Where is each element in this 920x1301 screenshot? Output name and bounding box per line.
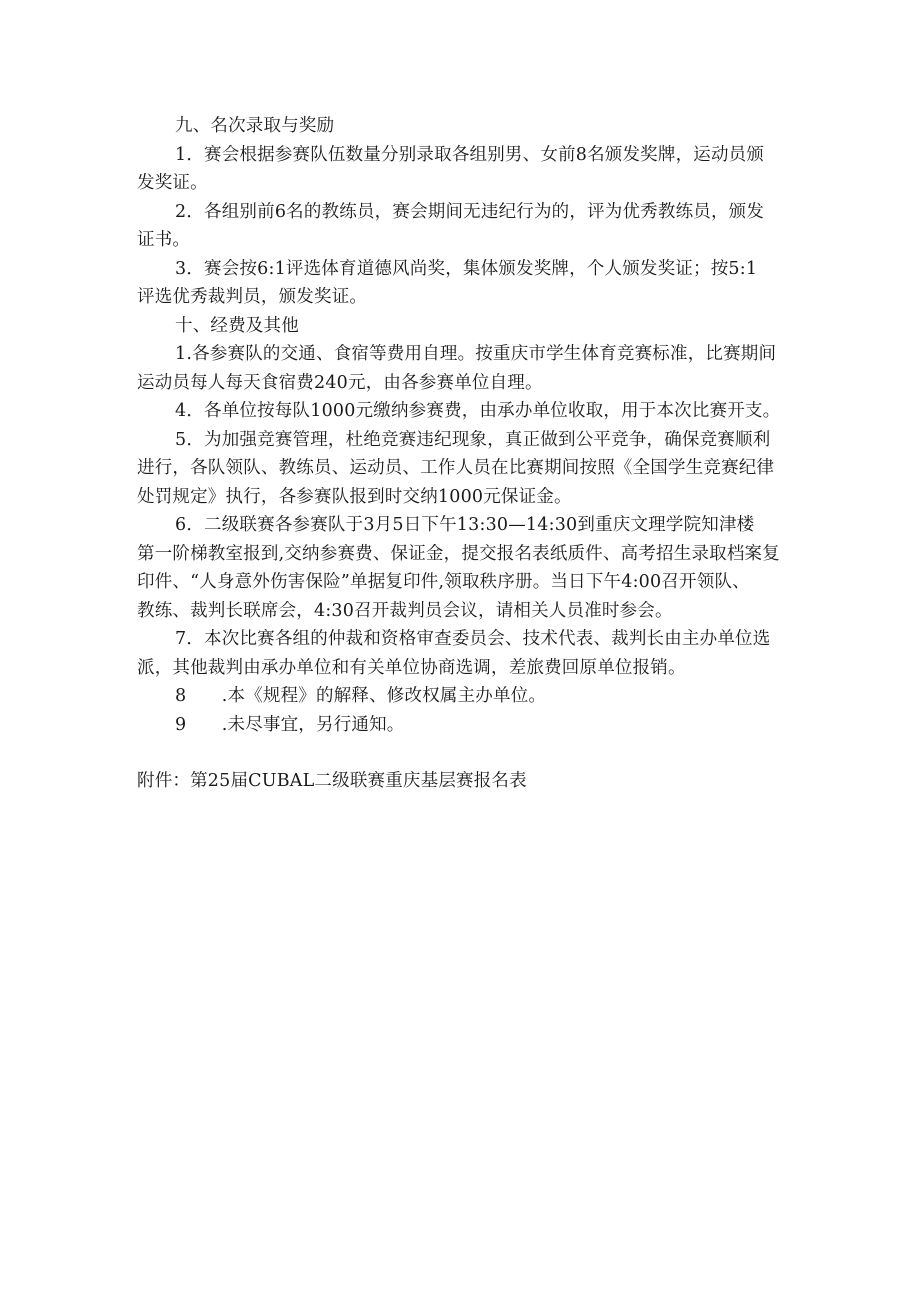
paragraph-line: 教练、裁判长联席会，4:30召开裁判员会议，请相关人员准时参会。	[137, 600, 673, 621]
paragraph-line: 处罚规定》执行，各参赛队报到时交纳1000元保证金。	[137, 486, 572, 507]
paragraph-line: 进行，各队领队、教练员、运动员、工作人员在比赛期间按照《全国学生竞赛纪律	[137, 458, 775, 478]
section-heading: 九、名次录取与奖励	[175, 116, 335, 136]
paragraph-line: 5．为加强竞赛管理，杜绝竞赛违纪现象，真正做到公平竞争，确保竞赛顺利	[175, 429, 771, 450]
blank-line	[137, 739, 882, 767]
paragraph-line: 证书。	[137, 230, 191, 250]
paragraph-line: 8 .本《规程》的解释、修改权属主办单位。	[175, 686, 547, 706]
paragraph-line: 3．赛会按6:1评选体育道德风尚奖，集体颁发奖牌，个人颁发奖证；按5:1	[175, 258, 758, 279]
document-body	[137, 112, 882, 796]
section-heading: 十、经费及其他	[175, 315, 299, 336]
paragraph-line: 印件、“人身意外伤害保险”单据复印件,领取秩序册。当日下午4:00召开领队、	[137, 572, 750, 592]
paragraph-line: 运动员每人每天食宿费240元，由各参赛单位自理。	[137, 372, 543, 393]
paragraph-line: 第一阶梯教室报到,交纳参赛费、保证金，提交报名表纸质件、高考招生录取档案复	[137, 543, 780, 564]
paragraph-line: 派，其他裁判由承办单位和有关单位协商选调，差旅费回原单位报销。	[137, 657, 686, 678]
paragraph-line: 发奖证。	[137, 173, 208, 193]
paragraph-line: 7．本次比赛各组的仲裁和资格审查委员会、技术代表、裁判长由主办单位选	[175, 629, 771, 649]
paragraph-line: 评选优秀裁判员，颁发奖证。	[137, 287, 368, 307]
paragraph-line: 4．各单位按每队1000元缴纳参赛费，由承办单位收取，用于本次比赛开支。	[175, 401, 781, 421]
paragraph-line: 9 .未尽事宜，另行通知。	[175, 714, 405, 735]
paragraph-line: 2．各组别前6名的教练员，赛会期间无违纪行为的，评为优秀教练员，颁发	[175, 201, 765, 222]
paragraph-line: 1．赛会根据参赛队伍数量分别录取各组别男、女前8名颁发奖牌，运动员颁	[175, 144, 765, 165]
paragraph-line: 1.各参赛队的交通、食宿等费用自理。按重庆市学生体育竞赛标准，比赛期间	[175, 344, 777, 364]
paragraph-line: 6．二级联赛各参赛队于3月5日下午13:30—14:30到重庆文理学院知津楼	[175, 515, 755, 535]
attachment-note: 附件：第25届CUBAL二级联赛重庆基层赛报名表	[137, 771, 527, 791]
